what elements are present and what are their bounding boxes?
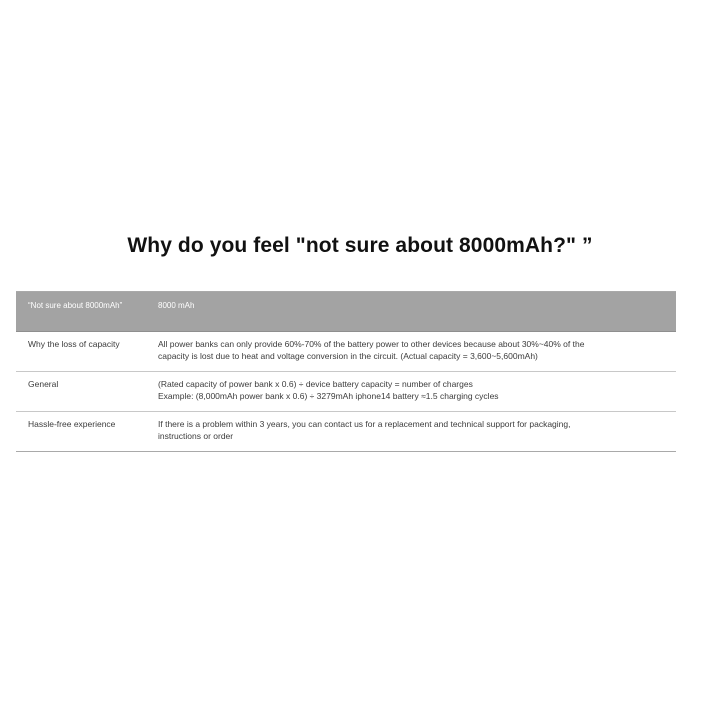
table-row — [16, 412, 676, 451]
row-description-line: instructions or order — [158, 431, 234, 442]
row-description-line: (Rated capacity of power bank x 0.6) ÷ device battery capacity = number of charges — [158, 379, 473, 389]
header-cell-left: “Not sure about 8000mAh” — [28, 301, 123, 310]
row-description-line: Example: (8,000mAh power bank x 0.6) ÷ 3279mAh iphone14 battery ≈1.5 charging cycles — [158, 391, 499, 402]
comparison-table — [16, 291, 676, 452]
page-title: Why do you feel "not sure about 8000mAh?" ” — [127, 234, 593, 257]
row-description-line: If there is a problem within 3 years, you can contact us for a replacement and technical support for packaging, — [158, 419, 571, 429]
table-row — [16, 332, 676, 372]
row-description — [158, 372, 676, 411]
row-label: General — [28, 379, 59, 389]
table-row — [16, 372, 676, 412]
header-cell-right: 8000 mAh — [158, 301, 195, 310]
row-description-line: capacity is lost due to heat and voltage conversion in the circuit. (Actual capacity = 3,600~5,600mAh) — [158, 351, 538, 362]
row-description — [158, 332, 676, 371]
row-description-line: All power banks can only provide 60%-70% of the battery power to other devices because about 30%~40% of the — [158, 339, 585, 349]
table-header-row — [16, 292, 676, 332]
row-label: Hassle-free experience — [28, 419, 116, 429]
row-label: Why the loss of capacity — [28, 339, 120, 349]
row-description — [158, 412, 676, 451]
